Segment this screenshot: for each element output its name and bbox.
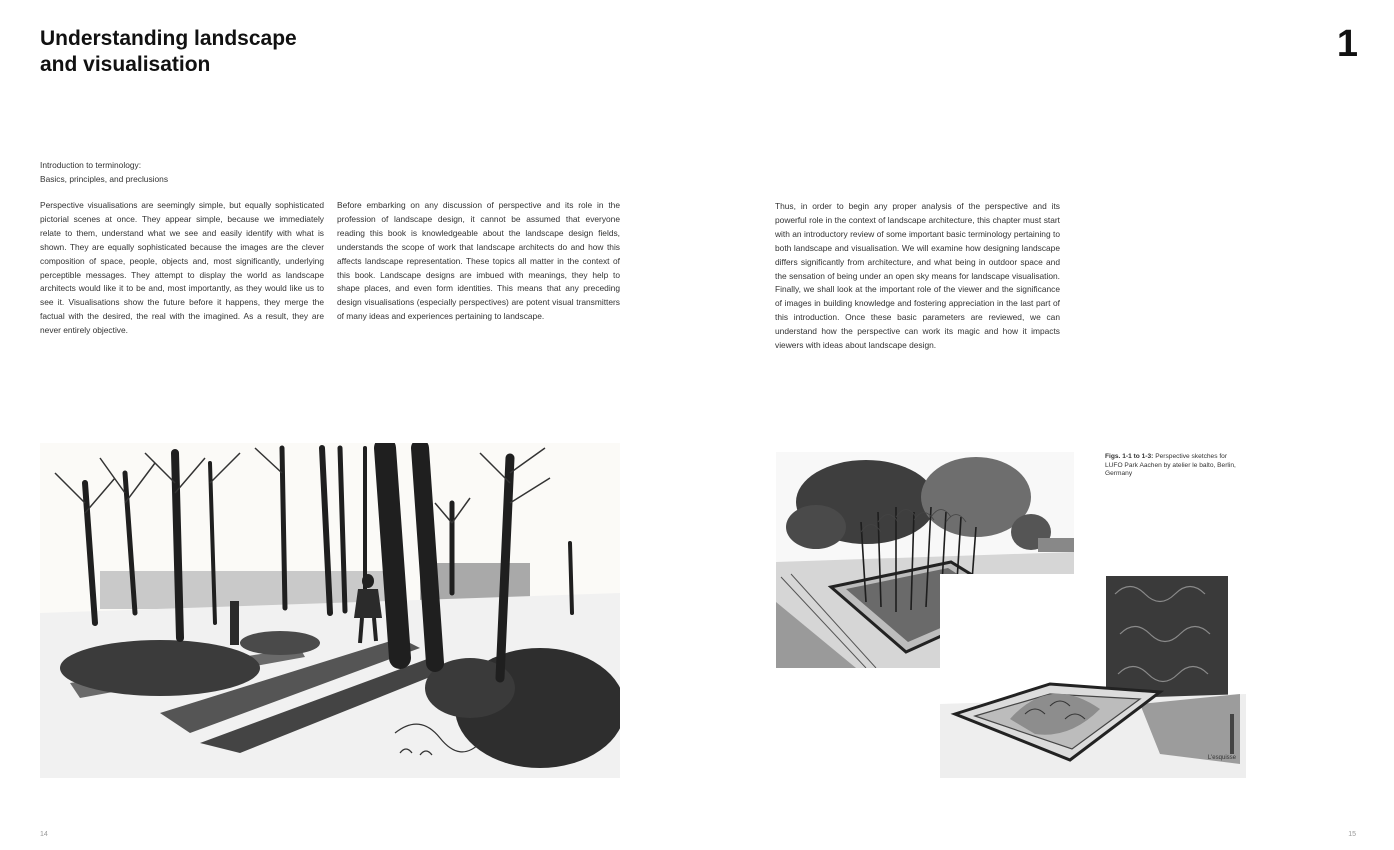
chapter-number: 1 bbox=[1336, 23, 1358, 65]
figure-caption-label: Figs. 1-1 to 1-3: bbox=[1105, 453, 1154, 460]
chapter-title: Understanding landscape and visualisation bbox=[40, 27, 297, 76]
intro-heading-line1: Introduction to terminology: bbox=[40, 160, 142, 170]
sketch-signature: L'esquisse bbox=[1207, 755, 1236, 761]
raised-bed-sketch-figure bbox=[940, 574, 1246, 778]
figure-caption-text: Perspective sketches for LUFO Park Aachen by atelier le balto, Berlin, Germany bbox=[1105, 453, 1236, 478]
intro-heading bbox=[40, 158, 168, 186]
page-number-left: 14 bbox=[40, 831, 48, 838]
body-column-3: Thus, in order to begin any proper analysis of the perspective and its powerful role in the context of landscape architecture, this chapter must start with an introductory review of some important basic terminology pertaining to both landscape and visualisation. We will examine how designing landscape differs significantly from architecture, and what being in outdoor space and the sensation of being under an open sky means for landscape visualisation. Finally, we shall look at the important role of the viewer and the significance of images in building knowledge and fostering appreciation in the last part of this introduction. Once these basic parameters are reviewed, we can understand how the perspective can work its magic and how it impacts viewers with ideas about landscape design. bbox=[775, 201, 1060, 351]
figure-caption bbox=[1105, 453, 1245, 479]
intro-heading-line2: Basics, principles, and preclusions bbox=[40, 174, 169, 184]
park-sketch-figure bbox=[40, 443, 620, 778]
body-column-2: Before embarking on any discussion of perspective and its role in the profession of landscape design, it cannot be assumed that everyone reading this book is knowledgeable about the landscape design fields, understands the scope of work that landscape architects do and how this affects landscape representation. These topics all matter in the context of this book. Landscape designs are imbued with meanings, they help to shape places, and even form identities. This means that any preceding design visualisations (especially perspectives) are potent visual transmitters of many ideas and experiences pertaining to landscape. bbox=[337, 200, 620, 322]
page-number-right: 15 bbox=[1348, 831, 1356, 838]
body-column-1: Perspective visualisations are seemingly simple, but equally sophisticated pictorial scenes at once. They appear simple, because we immediately relate to them, understand what we see and easily identify with what is shown. They are equally sophisticated because the images are the clever composition of space, people, objects and, most significantly, underlying perceptible messages. They attempt to display the world as landscape architects would like it to be and, most importantly, as they would like us to see it. Visualisations show the future before it happens, they merge the factual with the desired, the real with the imagined. As a result, they are never entirely objective. bbox=[40, 200, 324, 336]
